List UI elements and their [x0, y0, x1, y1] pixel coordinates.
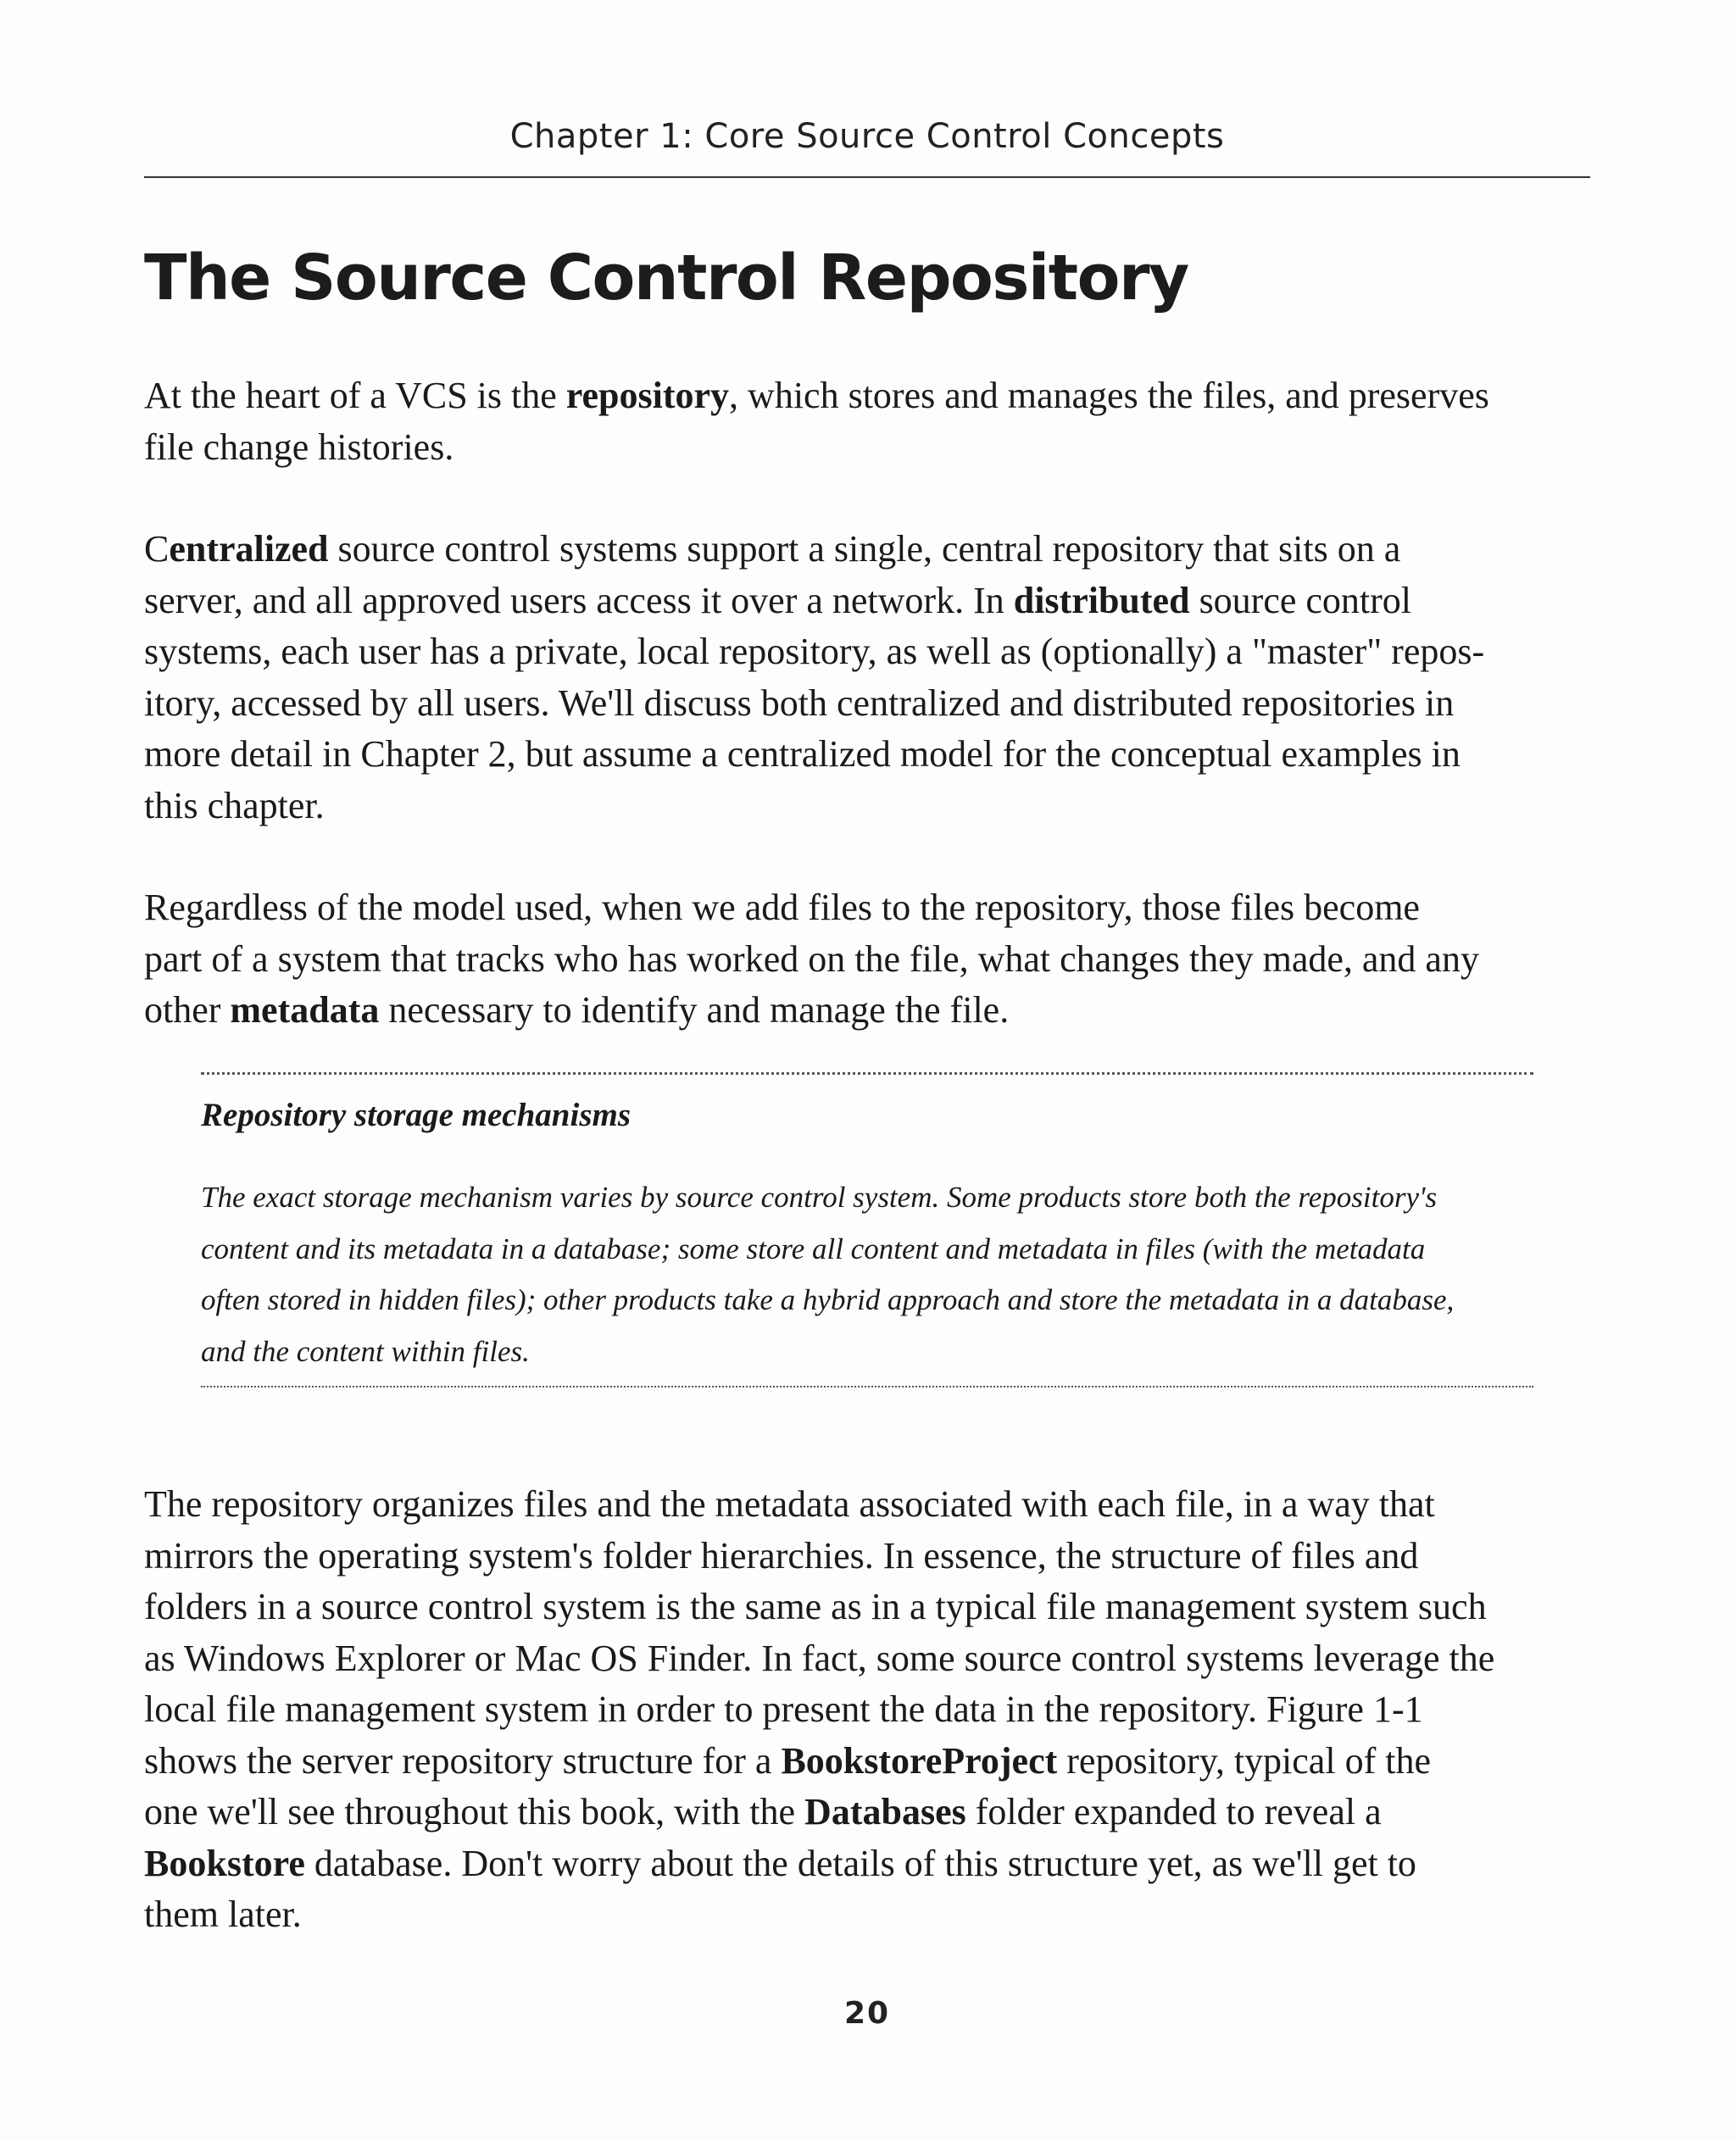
sidebar-bottom-rule [201, 1386, 1533, 1387]
paragraph-repository-intro: At the heart of a VCS is the repository, which stores and manages the files, and preserves file change histories. [144, 375, 1489, 468]
paragraph-repository-structure: The repository organizes files and the metadata associated with each file, in a way that mirrors the operating system's folder hierarchies. In essence, the structure of files and folders in a source control system is the same as in a typical file management system such as Windows Explorer or Mac OS Finder. In fact, some source control systems leverage the local file management system in order to present the data in the repository. Figure 1-1 shows the server repository structure for a BookstoreProject repository, typical of the one we'll see throughout this book, with the Databases folder expanded to reveal a Bookstore database. Don't worry about the details of this structure yet, as we'll get to them later. [144, 1483, 1495, 1935]
running-head: Chapter 1: Core Source Control Concepts [509, 117, 1225, 156]
sidebar-note [201, 1072, 1533, 1387]
sidebar-top-rule [201, 1072, 1533, 1075]
page-number: 20 [843, 1996, 891, 2031]
paragraph-centralized-distributed: Centralized source control systems support a single, central repository that sits on a server, and all approved users access it over a network. In distributed source control systems, each user has a private, local repository, as well as (optionally) a "master" repos- itory, accessed by all users. We'll discuss both centralized and distributed repositories in more detail in Chapter 2, but assume a centralized model for the conceptual examples in this chapter. [144, 528, 1485, 826]
sidebar-title: Repository storage mechanisms [201, 1097, 632, 1133]
term-distributed: distributed [1013, 579, 1190, 621]
section-title: The Source Control Repository [144, 242, 1188, 314]
term-bookstoreproject: BookstoreProject [781, 1739, 1058, 1782]
term-metadata: metadata [230, 989, 380, 1031]
sidebar-body: The exact storage mechanism varies by source control system. Some products store both the repository's content and its metadata in a database; some store all content and metadata in files (with the metadata often stored in hidden files); other products take a hybrid approach and store the metadata in a database, and the content within files. [201, 1181, 1455, 1368]
book-page [144, 0, 1590, 2141]
paragraph-metadata: Regardless of the model used, when we add files to the repository, those files become part of a system that tracks who has worked on the file, what changes they made, and any other metadata necessary to identify and manage the file. [144, 887, 1479, 1031]
header-rule [144, 176, 1590, 178]
term-centralized: entralized [169, 528, 329, 570]
term-databases: Databases [804, 1791, 966, 1832]
term-bookstore: Bookstore [144, 1842, 305, 1884]
term-repository: repository [565, 375, 730, 416]
